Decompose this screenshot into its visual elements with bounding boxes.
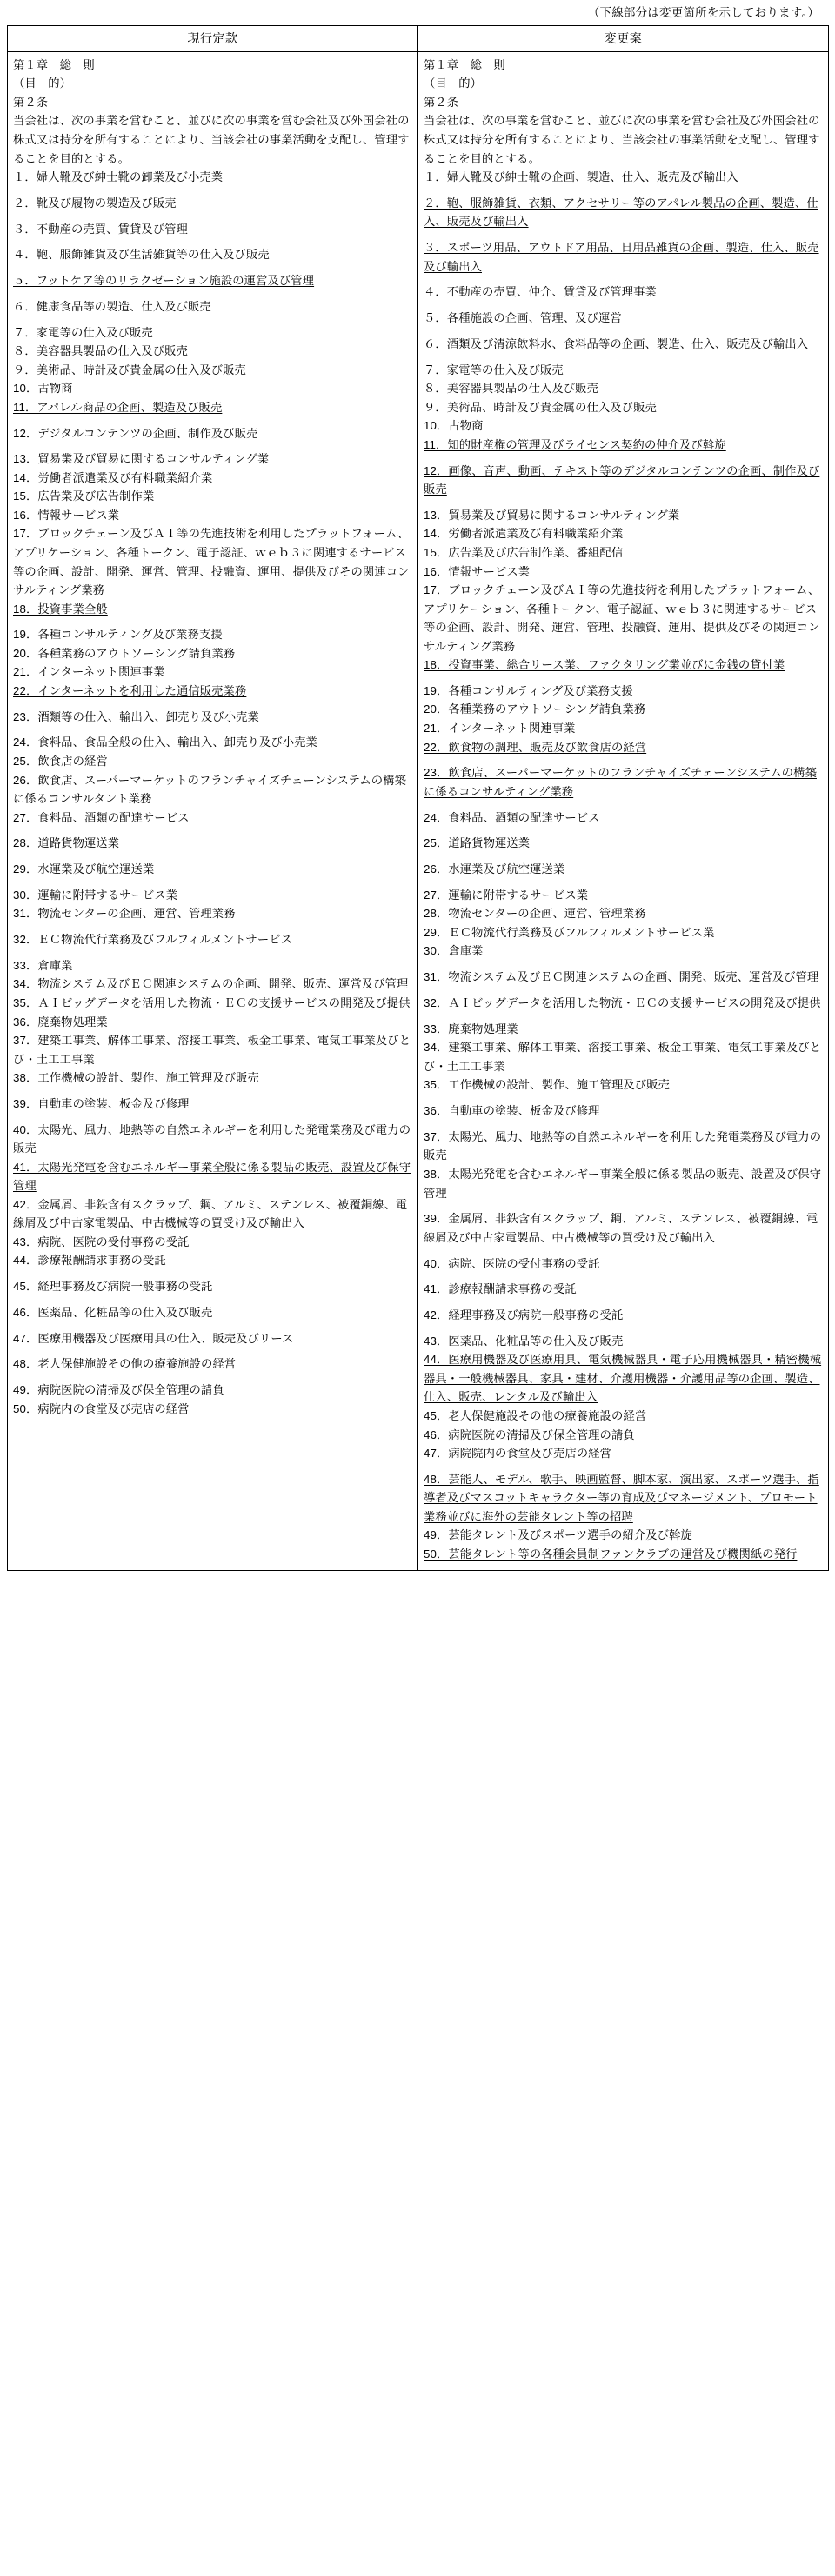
article-line [13,1195,412,1233]
article-text: 32．ＡＩビッグデータを活用した物流・ＥＣの支援サービスの開発及び提供 [424,996,821,1010]
article-line [13,975,412,994]
article-text-changed: 22．飲食物の調理、販売及び飲食店の経営 [424,740,647,754]
article-line [13,904,412,923]
article-text: ８．美容器具製品の仕入及び販売 [424,382,598,396]
article-text: ６．健康食品等の製造、仕入及び販売 [13,299,211,313]
article-text: 48．老人保健施設その他の療養施設の経営 [13,1357,237,1371]
article-text: 43．医薬品、化粧品等の仕入及び販売 [424,1334,624,1348]
article-line [13,708,412,727]
article-line [13,323,412,343]
article-line [13,469,412,488]
article-text: 43．病院、医院の受付事務の受託 [13,1235,190,1248]
article-text-changed: 50．芸能タレント等の各種会員制ファンクラブの運営及び機関紙の発行 [424,1547,798,1561]
article-text: 38．太陽光発電を含むエネルギー事業全般に係る製品の販売、設置及び保守管理 [424,1167,822,1200]
article-text: 34．建築工事業、解体工事業、溶接工事業、板金工事業、電気工事業及びとび・土工工事業 [424,1041,822,1073]
article-line [13,956,412,975]
article-line [13,834,412,853]
article-text: 30．倉庫業 [424,944,484,958]
article-text-changed: 23．飲食店、スーパーマーケットのフランチャイズチェーンシステムの構築に係るコンサルティング業務 [424,766,817,798]
article-text-changed: ３．スポーツ用品、アウトドア用品、日用品雑貨の企画、製造、仕入、販売及び輸出入 [424,241,819,273]
article-line [13,297,412,316]
article-line [13,1158,412,1195]
article-text: 30．運輸に附帯するサービス業 [13,888,178,902]
article-line [13,342,412,361]
article-text: 41．診療報酬請求事務の受託 [424,1282,577,1296]
article-text: 31．物流センターの企画、運営、管理業務 [13,907,236,921]
table-row [8,51,829,1571]
article-text: 10．古物商 [424,419,484,433]
article-line [424,1332,823,1351]
article-text: 20．各種業務のアウトソーシング請負業務 [13,646,236,660]
article-text: 34．物流システム及びＥＣ関連システムの企画、開発、販売、運営及び管理 [13,977,409,991]
article-text-changed: 49．芸能タレント及びスポーツ選手の紹介及び斡旋 [424,1528,692,1542]
article-text: 29．ＥＣ物流代行業務及びフルフィルメントサービス業 [424,925,715,939]
table-header-row [8,25,829,51]
article-text: 17．ブロックチェーン及びＡＩ等の先進技術を利用したプラットフォーム、アプリケーション、各種トークン、電子認証、ｗｅｂ３に関連するサービス等の企画、設計、開発、運営、管理、投融資、運用、提供及びその関連コンサルティング業務 [13,527,410,597]
article-line [424,379,823,398]
article-text-changed: 18．投資事業全般 [13,602,108,616]
article-line [424,524,823,543]
article-text: （目 的） [13,77,71,90]
article-text: 当会社は、次の事業を営むこと、並びに次の事業を営む会社及び外国会社の株式又は持分を所有することにより、当該会社の事業活動を支配し、管理することを目的とする。 [13,114,410,165]
article-text: 14．労働者派遣業及び有料職業紹介業 [13,470,213,484]
article-text: 47．病院院内の食堂及び売店の経営 [424,1447,611,1461]
article-line [424,335,823,354]
article-text-changed: 12．画像、音声、動画、テキスト等のデジタルコンテンツの企画、制作及び販売 [424,463,820,496]
article-text: 24．食料品、食品全般の仕入、輸出入、卸売り及び小売業 [13,736,317,749]
article-text: 46．病院医院の清掃及び保全管理の請負 [424,1428,635,1441]
article-text-changed: 41．太陽光発電を含むエネルギー事業全般に係る製品の販売、設置及び保守管理 [13,1160,411,1193]
article-line [424,1545,823,1564]
article-line [13,1355,412,1374]
article-line [13,220,412,239]
article-line [13,245,412,264]
article-text: 28．道路貨物運送業 [13,836,120,850]
article-text: 21．インターネット関連事業 [424,722,576,735]
article-line [424,682,823,701]
article-line [13,271,412,290]
article-line [424,562,823,582]
article-text: 45．老人保健施設その他の療養施設の経営 [424,1408,647,1422]
article-text: ６．酒類及び清涼飲料水、食料品等の企画、製造、仕入、販売及び輸出入 [424,336,809,350]
article-line [13,930,412,949]
article-line [424,1075,823,1095]
article-line [424,56,823,75]
article-line [13,1233,412,1252]
article-line [13,625,412,644]
article-line [13,487,412,506]
article-line [13,111,412,168]
article-line [13,1068,412,1088]
article-text: 36．廃棄物処理業 [13,1015,108,1028]
article-text: １．婦人靴及び紳士靴の卸業及び小売業 [13,170,224,184]
article-line [13,1251,412,1270]
article-line [424,361,823,380]
article-text: 37．建築工事業、解体工事業、溶接工事業、板金工事業、電気工事業及びとび・土工工事業 [13,1034,411,1066]
article-line [424,700,823,719]
article-line [13,506,412,525]
article-line [13,449,412,469]
article-line [13,74,412,93]
comparison-table [7,25,829,1572]
article-text: 20．各種業務のアウトソーシング請負業務 [424,702,646,716]
article-line [424,1280,823,1299]
article-text: 40．太陽光、風力、地熱等の自然エネルギーを利用した発電業務及び電力の販売 [13,1122,411,1155]
article-text: 27．運輸に附帯するサービス業 [424,888,589,902]
article-text: 14．労働者派遣業及び有料職業紹介業 [424,527,624,541]
article-line [424,1426,823,1445]
article-text: 13．貿易業及び貿易に関するコンサルティング業 [424,508,680,522]
current-articles-cell [8,51,418,1571]
article-text-changed: 企画、製造、仕入、販売及び輸出入 [551,170,738,184]
article-line [424,942,823,961]
article-text: ８．美容器具製品の仕入及び販売 [13,344,188,358]
article-line [13,1329,412,1348]
article-text: 42．経理事務及び病院一般事務の受託 [424,1308,624,1322]
article-text: 19．各種コンサルティング及び業務支援 [13,628,223,642]
article-text: ９．美術品、時計及び貴金属の仕入及び販売 [424,400,657,414]
article-line [424,738,823,757]
article-text: 33．倉庫業 [13,958,73,972]
article-line [424,1407,823,1426]
article-text: 47．医療用機器及び医療用具の仕入、販売及びリース [13,1331,294,1345]
article-text-changed: 18．投資事業、総合リース業、ファクタリング業並びに金銭の貸付業 [424,658,785,672]
article-line [424,194,823,231]
article-line [424,1020,823,1039]
article-text: 12．デジタルコンテンツの企画、制作及び販売 [13,426,258,440]
article-text: 10．古物商 [13,382,73,396]
article-text: 23．酒類等の仕入、輸出入、卸売り及び小売業 [13,709,259,723]
article-text: 35．ＡＩビッグデータを活用した物流・ＥＣの支援サービスの開発及び提供 [13,996,411,1010]
column-header-current: 現行定款 [8,25,418,51]
article-line [424,398,823,417]
article-line [424,656,823,675]
article-line [424,968,823,987]
article-line [13,809,412,828]
article-line [424,809,823,828]
article-text: 26．水運業及び航空運送業 [424,862,565,876]
article-text: 45．経理事務及び病院一般事務の受託 [13,1280,213,1294]
article-text: 32．ＥＣ物流代行業務及びフルフィルメントサービス [13,933,293,947]
article-text: 第２条 [424,95,459,109]
article-line [13,379,412,398]
amendment-note: （下線部分は変更箇所を示しております。） [587,6,819,19]
article-line [13,733,412,752]
article-line [424,1102,823,1121]
article-line [13,771,412,809]
article-line [424,763,823,801]
article-text: 42．金属屑、非鉄含有スクラップ、鋼、アルミ、ステンレス、被覆銅線、電線屑及び中古家電製品、中古機械等の買受け及び輸出入 [13,1197,408,1230]
article-text-changed: 22．インターネットを利用した通信販売業務 [13,683,247,697]
article-text: ７．家電等の仕入及び販売 [13,325,153,339]
article-text: （目 的） [424,77,482,90]
article-line [424,1470,823,1527]
article-line [13,398,412,417]
article-text: 40．病院、医院の受付事務の受託 [424,1256,600,1270]
article-text: ４．不動産の売買、仲介、賃貸及び管理事業 [424,285,657,299]
article-text: １．婦人靴及び紳士靴の [424,170,552,184]
article-line [424,238,823,276]
article-text: 25．道路貨物運送業 [424,836,531,850]
article-text: ３．不動産の売買、賃貸及び管理 [13,222,188,236]
article-line [424,309,823,328]
current-articles-list [8,52,418,1425]
article-text: 第２条 [13,95,49,109]
article-line [424,416,823,436]
article-text: 35．工作機械の設計、製作、施工管理及び販売 [424,1078,670,1092]
article-line [424,834,823,853]
article-line [424,1444,823,1463]
article-text: 第１章 総 則 [13,57,95,71]
article-text-changed: 44．医療用機器及び医療用具、電気機械器具・電子応用機械器具・精密機械器具・一般機械器具、家具・建材、介護用機器・介護用品等の企画、製造、仕入、販売、レンタル及び輸出入 [424,1353,822,1404]
article-line [424,506,823,525]
article-line [424,462,823,499]
article-line [424,860,823,879]
article-line [424,283,823,302]
article-line [424,581,823,656]
article-text: 15．広告業及び広告制作業、番組配信 [424,545,624,559]
article-line [424,111,823,168]
article-text-changed: ５．フットケア等のリラクゼーション施設の運営及び管理 [13,274,315,288]
article-line [424,1526,823,1545]
article-line [13,56,412,75]
article-line [13,860,412,879]
article-line [424,543,823,562]
article-text: 21．インターネット関連事業 [13,665,165,679]
article-text: 27．食料品、酒類の配達サービス [13,810,190,824]
article-text: 当会社は、次の事業を営むこと、並びに次の事業を営む会社及び外国会社の株式又は持分を所有することにより、当該会社の事業活動を支配し、管理することを目的とする。 [424,114,820,165]
article-line [424,923,823,942]
article-text-changed: 48．芸能人、モデル、歌手、映画監督、脚本家、演出家、スポーツ選手、指導者及びマスコットキャラクター等の育成及びマネージメント、プロモート業務並びに海外の芸能タレント等の招聘 [424,1472,819,1523]
article-text: 44．診療報酬請求事務の受託 [13,1254,166,1268]
article-line [13,662,412,682]
article-text: ４．鞄、服飾雑貨及び生活雑貨等の仕入及び販売 [13,248,270,262]
article-line [424,1306,823,1325]
article-line [13,886,412,905]
article-line [13,524,412,599]
article-line [424,1350,823,1407]
article-text: 50．病院内の食堂及び売店の経営 [13,1401,190,1415]
article-text: 36．自動車の塗装、板金及び修理 [424,1104,600,1118]
article-line [424,994,823,1013]
article-line [424,74,823,93]
article-line [13,194,412,213]
article-line [424,1128,823,1165]
article-line [13,682,412,701]
article-line [424,436,823,455]
article-line [13,600,412,619]
article-text: ２．靴及び履物の製造及び販売 [13,196,177,210]
article-text: 15．広告業及び広告制作業 [13,489,155,503]
article-line [13,361,412,380]
article-text: 46．医薬品、化粧品等の仕入及び販売 [13,1305,213,1319]
article-text: 19．各種コンサルティング及び業務支援 [424,683,633,697]
article-text: 39．自動車の塗装、板金及び修理 [13,1096,190,1110]
article-line [13,1277,412,1296]
article-text: 17．ブロックチェーン及びＡＩ等の先進技術を利用したプラットフォーム、アプリケーション、各種トークン、電子認証、ｗｅｂ３に関連するサービス等の企画、設計、開発、運営、管理、投融資、運用、提供及びその関連コンサルティング業務 [424,583,820,653]
article-text: 13．貿易業及び貿易に関するコンサルティング業 [13,452,270,466]
article-text: 49．病院医院の清掃及び保全管理の請負 [13,1383,224,1397]
article-text: 33．廃棄物処理業 [424,1022,518,1035]
article-text: 第１章 総 則 [424,57,505,71]
amendment-note-row [7,5,828,25]
article-text: ９．美術品、時計及び貴金属の仕入及び販売 [13,363,246,376]
article-text: 24．食料品、酒類の配達サービス [424,810,600,824]
article-line [13,644,412,663]
article-text: 29．水運業及び航空運送業 [13,862,155,876]
article-text: 39．金属屑、非鉄含有スクラップ、鋼、アルミ、ステンレス、被覆銅線、電線屑及び中古家電製品、中古機械等の買受け及び輸出入 [424,1212,818,1244]
article-text: ５．各種施設の企画、管理、及び運営 [424,311,622,325]
article-line [13,1121,412,1158]
article-line [13,1013,412,1032]
article-line [424,168,823,187]
article-line [13,752,412,771]
article-text: 37．太陽光、風力、地熱等の自然エネルギーを利用した発電業務及び電力の販売 [424,1129,822,1162]
article-text: 16．情報サービス業 [424,564,531,578]
article-text: 31．物流システム及びＥＣ関連システムの企画、開発、販売、運営及び管理 [424,970,819,984]
article-line [424,1209,823,1247]
article-line [13,1400,412,1419]
article-line [13,1381,412,1400]
article-line [424,719,823,738]
article-line [424,93,823,112]
article-line [424,1038,823,1075]
article-line [424,1255,823,1274]
article-text-changed: ２．鞄、服飾雑貨、衣類、アクセサリー等のアパレル製品の企画、製造、仕入、販売及び輸出入 [424,196,818,229]
article-line [13,1031,412,1068]
article-text: 38．工作機械の設計、製作、施工管理及び販売 [13,1071,259,1085]
article-line [424,886,823,905]
article-line [13,1095,412,1114]
article-text-changed: 11．知的財産権の管理及びライセンス契約の仲介及び斡旋 [424,437,726,451]
article-text: 16．情報サービス業 [13,508,120,522]
article-text: ７．家電等の仕入及び販売 [424,363,564,376]
column-header-revised: 変更案 [418,25,829,51]
article-text: 28．物流センターの企画、運営、管理業務 [424,907,646,921]
article-line [424,904,823,923]
revised-articles-list [418,52,828,1571]
article-line [13,93,412,112]
article-text: 25．飲食店の経営 [13,755,108,768]
article-text-changed: 11．アパレル商品の企画、製造及び販売 [13,400,223,414]
article-text: 26．飲食店、スーパーマーケットのフランチャイズチェーンシステムの構築に係るコンサルタント業務 [13,773,406,806]
revised-articles-cell [418,51,829,1571]
article-line [13,168,412,187]
article-line [13,1303,412,1322]
article-line [424,1165,823,1202]
article-line [13,424,412,443]
article-line [13,994,412,1013]
